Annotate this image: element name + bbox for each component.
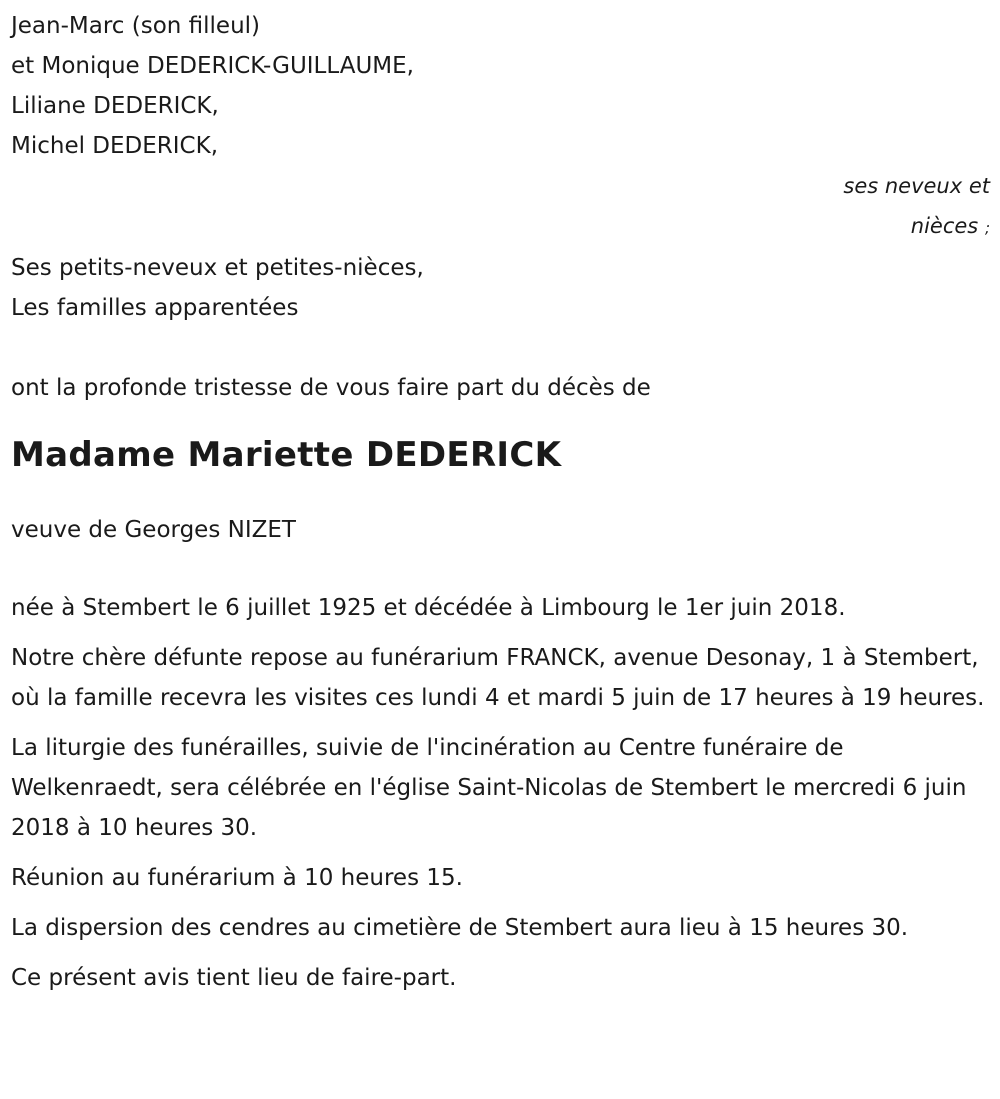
relation-word: nièces: [910, 214, 979, 238]
family-line-michel: Michel DEDERICK,: [11, 133, 219, 159]
family-line-monique: et Monique DEDERICK-GUILLAUME,: [11, 53, 414, 79]
extended-family: [11, 248, 990, 328]
ashes-paragraph: La dispersion des cendres au cimetière de Stembert aura lieu à 15 heures 30.: [11, 915, 909, 941]
funeral-paragraph: La liturgie des funérailles, suivie de l'incinération au Centre funéraire de Welkenraedt, sera célébrée en l'église Saint-Nicolas de Stembert le mercredi 6 juin 2018 à 10 heures 30.: [11, 735, 967, 841]
relation-punct: ;: [984, 219, 990, 237]
extended-line-grand-nephews: Ses petits-neveux et petites-nièces,: [11, 255, 424, 281]
relation-note: [11, 166, 990, 248]
gathering-paragraph: Réunion au funérarium à 10 heures 15.: [11, 865, 463, 891]
announcement-text: ont la profonde tristesse de vous faire part du décès de: [11, 375, 651, 401]
relation-line-2: [11, 206, 990, 248]
visitation-paragraph: Notre chère défunte repose au funérarium FRANCK, avenue Desonay, 1 à Stembert, où la famille recevra les visites ces lundi 4 et mardi 5 juin de 17 heures à 19 heures.: [11, 645, 985, 711]
notice-paragraph: Ce présent avis tient lieu de faire-part.: [11, 965, 457, 991]
widow-of: veuve de Georges NIZET: [11, 517, 296, 543]
birth-death-paragraph: née à Stembert le 6 juillet 1925 et décédée à Limbourg le 1er juin 2018.: [11, 595, 846, 621]
family-line-liliane: Liliane DEDERICK,: [11, 93, 219, 119]
family-line-jean-marc: Jean-Marc (son filleul): [11, 13, 261, 39]
relation-line-1: ses neveux et: [843, 174, 990, 198]
details: [11, 588, 990, 998]
deceased-name: Madame Mariette DEDERICK: [11, 435, 562, 475]
extended-line-related-families: Les familles apparentées: [11, 295, 299, 321]
family-list: [11, 0, 990, 166]
